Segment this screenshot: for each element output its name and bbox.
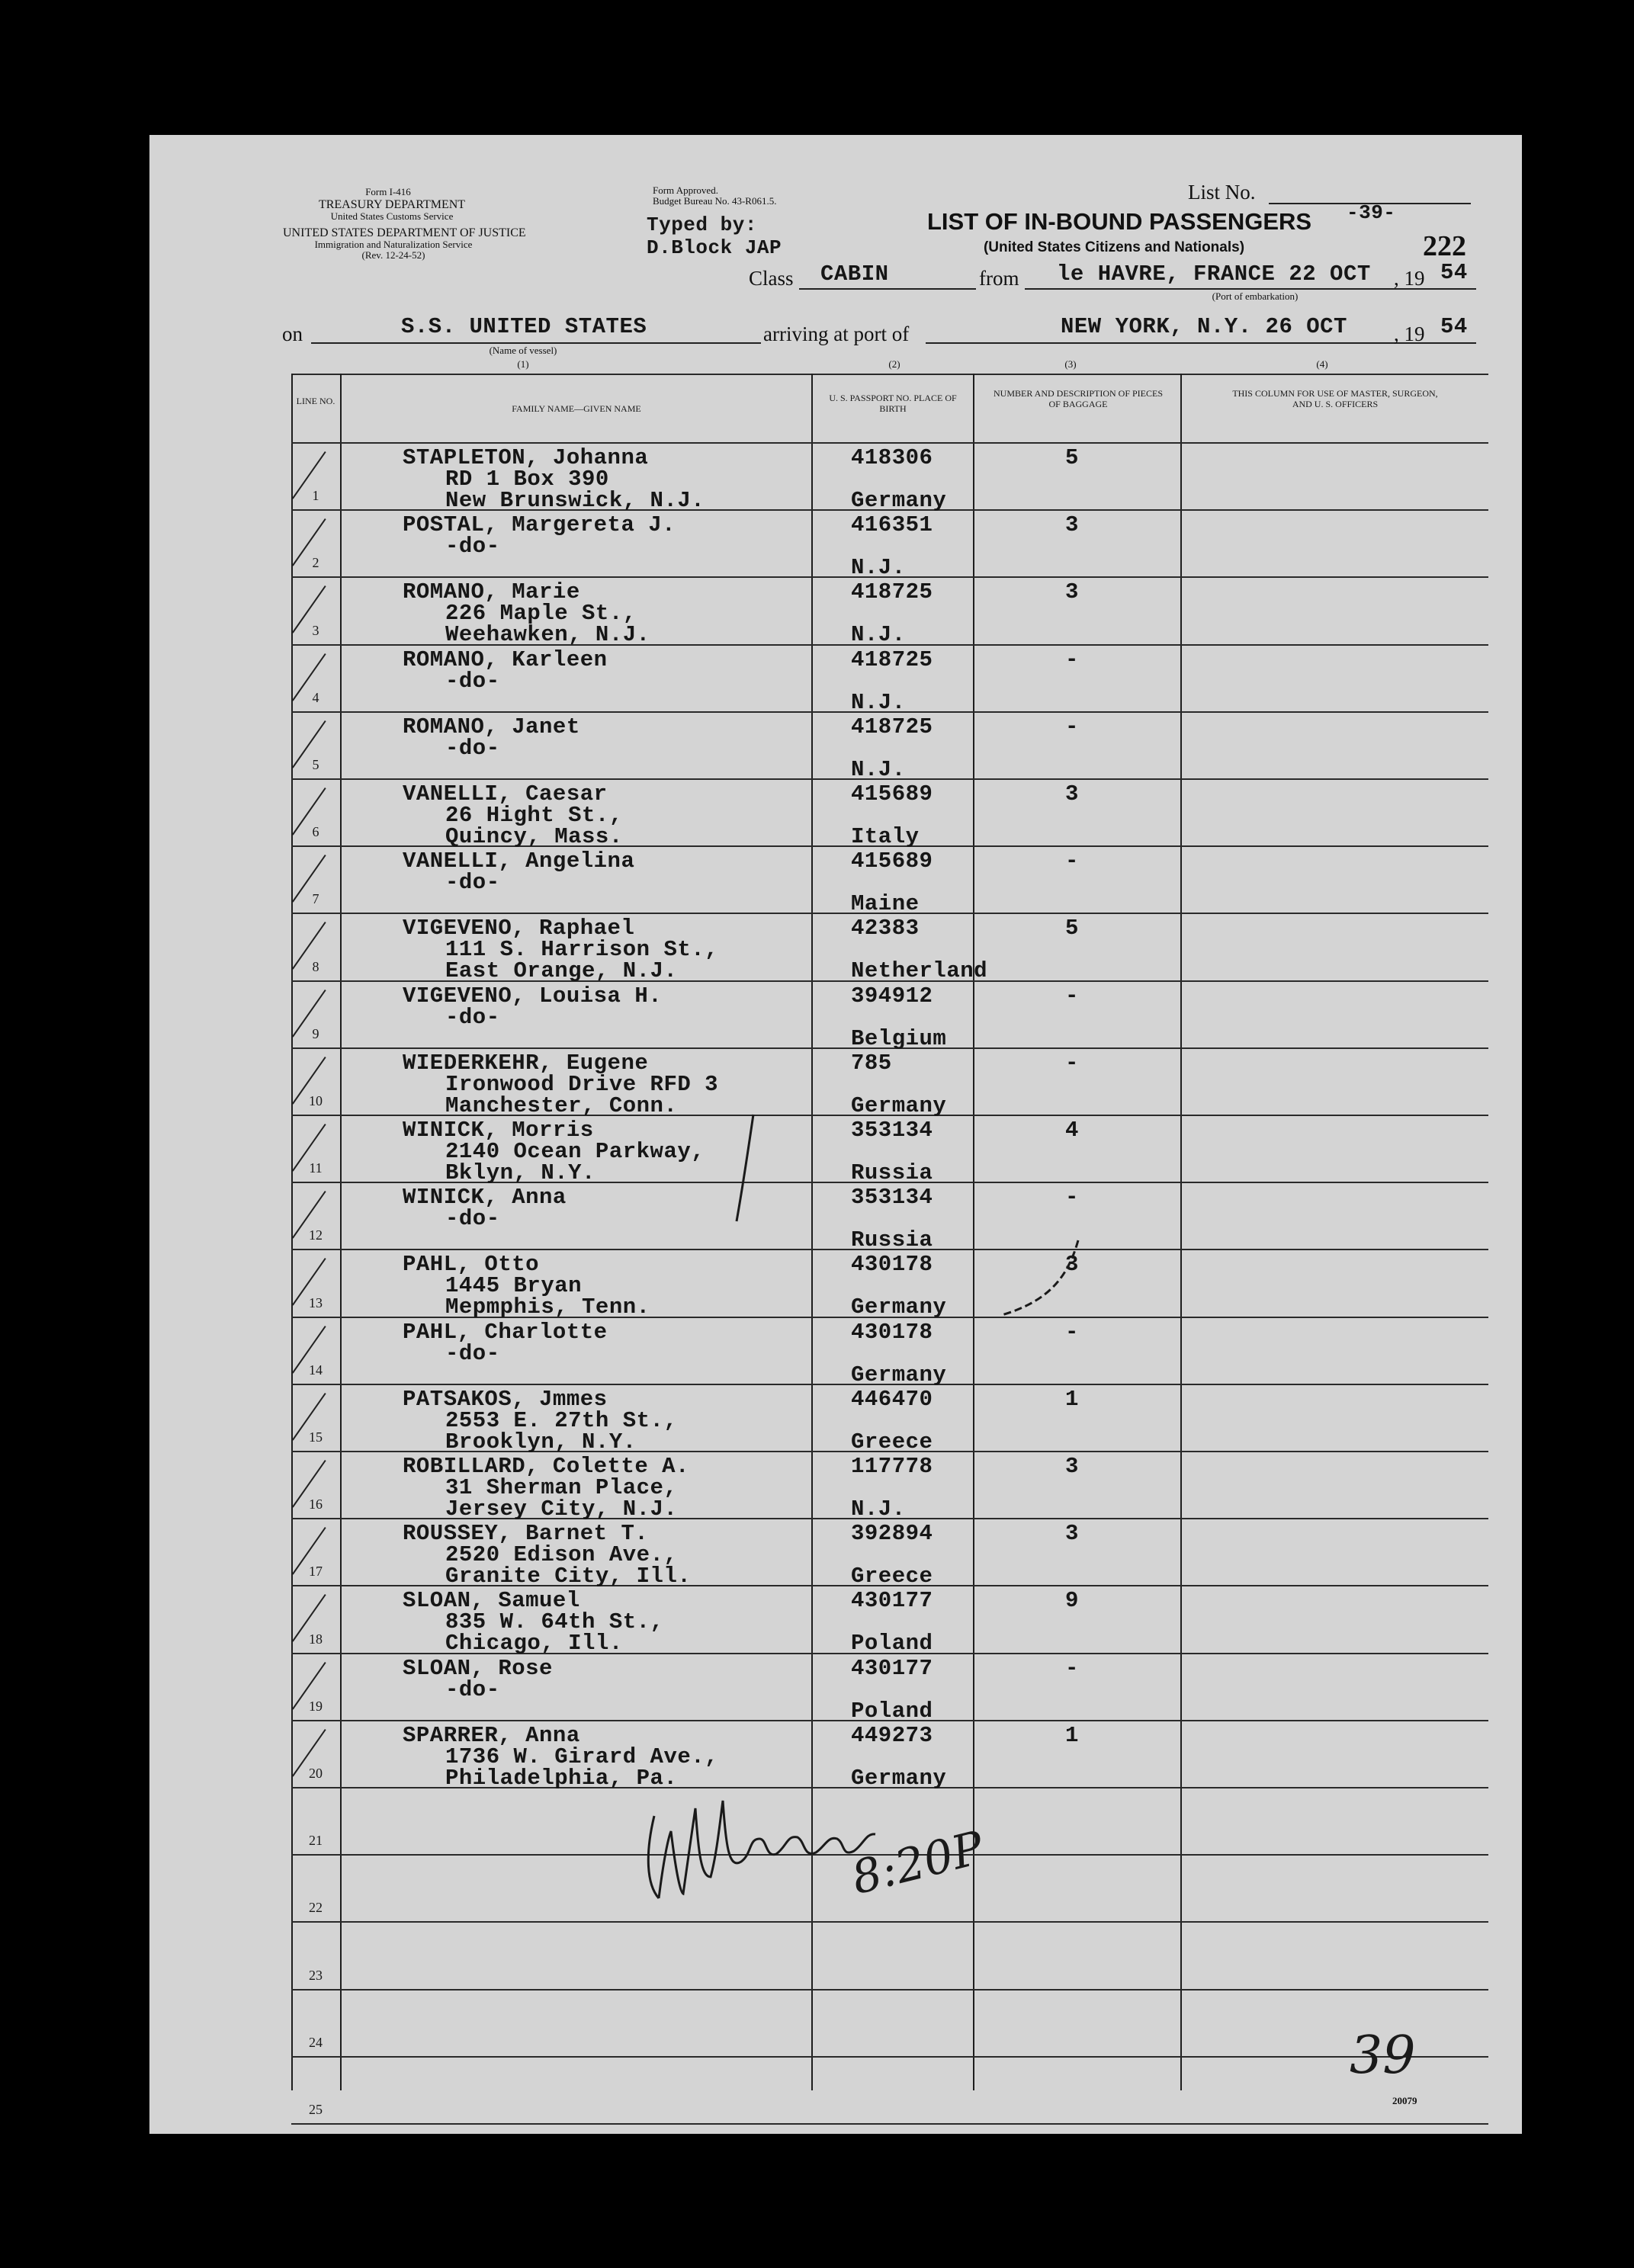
table-row bbox=[149, 780, 1522, 847]
passenger-name: PATSAKOS, Jmmes bbox=[403, 1386, 608, 1412]
table-row bbox=[149, 1116, 1522, 1183]
table-row bbox=[149, 914, 1522, 984]
embarkation-value: le HAVRE, FRANCE 22 OCT bbox=[1057, 261, 1371, 287]
line-number: 6 bbox=[312, 824, 319, 840]
passenger-list-page bbox=[149, 135, 1522, 2134]
col-header-line-no: LINE NO. bbox=[296, 396, 335, 406]
table-row bbox=[149, 646, 1522, 713]
check-mark bbox=[994, 1233, 1086, 1324]
table-row bbox=[149, 1991, 1522, 2058]
address-line-2: Chicago, Ill. bbox=[445, 1631, 623, 1657]
place-of-birth: Maine bbox=[851, 891, 920, 917]
table-row bbox=[149, 1183, 1522, 1253]
line-number: 23 bbox=[309, 1967, 323, 1983]
line-number: 19 bbox=[309, 1698, 323, 1714]
place-of-birth: Greece bbox=[851, 1429, 933, 1455]
year-prefix-2: , 19 bbox=[1394, 322, 1425, 345]
place-of-birth: Germany bbox=[851, 1362, 947, 1387]
table-row bbox=[149, 1385, 1522, 1455]
address-line-1: 835 W. 64th St., bbox=[445, 1609, 664, 1635]
vessel-caption: (Name of vessel) bbox=[489, 345, 557, 356]
address-line-2: East Orange, N.J. bbox=[445, 958, 678, 984]
passenger-name: PAHL, Charlotte bbox=[403, 1319, 608, 1345]
stamp-number: 222 bbox=[1423, 230, 1466, 262]
baggage-count: - bbox=[1065, 1185, 1079, 1211]
line-number: 2 bbox=[312, 555, 319, 571]
address-line-1: -do- bbox=[445, 1340, 500, 1366]
passport-number: 42383 bbox=[851, 916, 920, 942]
passport-number: 415689 bbox=[851, 848, 933, 874]
passport-number: 353134 bbox=[851, 1118, 933, 1143]
table-row bbox=[149, 1519, 1522, 1590]
baggage-count: 9 bbox=[1065, 1588, 1079, 1614]
passenger-name: SPARRER, Anna bbox=[403, 1722, 580, 1748]
line-number: 9 bbox=[312, 1025, 319, 1041]
address-line-1: -do- bbox=[445, 534, 500, 560]
table-row bbox=[149, 511, 1522, 581]
col2-number: (2) bbox=[888, 358, 900, 370]
line-number: 5 bbox=[312, 756, 319, 772]
table-top-border bbox=[291, 374, 1488, 375]
line-number: 15 bbox=[309, 1429, 323, 1445]
baggage-count: 3 bbox=[1065, 579, 1079, 605]
baggage-count: - bbox=[1065, 714, 1079, 739]
address-line-1: 226 Maple St., bbox=[445, 601, 637, 627]
address-line-2: Weehawken, N.J. bbox=[445, 622, 650, 648]
place-of-birth: N.J. bbox=[851, 555, 906, 581]
passport-number: 392894 bbox=[851, 1521, 933, 1547]
place-of-birth: Netherland bbox=[851, 958, 988, 984]
address-line-1: 111 S. Harrison St., bbox=[445, 937, 719, 963]
line-number: 1 bbox=[312, 488, 319, 504]
budget-bureau: Budget Bureau No. 43-R061.5. bbox=[653, 195, 777, 207]
col-header-officers: THIS COLUMN FOR USE OF MASTER, SURGEON, AND U. S. OFFICERS bbox=[1232, 388, 1438, 409]
col-header-passport: U. S. PASSPORT NO. PLACE OF BIRTH bbox=[829, 393, 957, 414]
class-value: CABIN bbox=[820, 261, 889, 287]
form-approved: Form Approved. bbox=[653, 184, 718, 196]
print-code: 20079 bbox=[1392, 2095, 1417, 2106]
passenger-name: ROMANO, Marie bbox=[403, 579, 580, 605]
address-line-1: RD 1 Box 390 bbox=[445, 467, 609, 492]
year-prefix-1: , 19 bbox=[1394, 267, 1425, 290]
line-number: 16 bbox=[309, 1496, 323, 1513]
line-number: 7 bbox=[312, 891, 319, 907]
address-line-2: Mepmphis, Tenn. bbox=[445, 1294, 650, 1320]
passenger-name: STAPLETON, Johanna bbox=[403, 445, 649, 470]
address-line-2: Jersey City, N.J. bbox=[445, 1496, 678, 1522]
place-of-birth: N.J. bbox=[851, 689, 906, 715]
baggage-count: 5 bbox=[1065, 445, 1079, 470]
place-of-birth: Greece bbox=[851, 1564, 933, 1590]
table-row bbox=[149, 2058, 1522, 2125]
justice-dept: UNITED STATES DEPARTMENT OF JUSTICE bbox=[283, 226, 526, 239]
arriving-label: arriving at port of bbox=[763, 322, 910, 345]
address-line-1: 2140 Ocean Parkway, bbox=[445, 1139, 705, 1164]
passport-number: 430177 bbox=[851, 1588, 933, 1614]
arrival-value: NEW YORK, N.Y. 26 OCT bbox=[1061, 314, 1347, 339]
baggage-count: - bbox=[1065, 983, 1079, 1009]
vessel-underline bbox=[311, 342, 761, 344]
passenger-name: ROBILLARD, Colette A. bbox=[403, 1454, 689, 1479]
place-of-birth: Germany bbox=[851, 1765, 947, 1791]
line-number: 8 bbox=[312, 958, 319, 974]
address-line-2: Manchester, Conn. bbox=[445, 1092, 678, 1118]
document-subtitle: (United States Citizens and Nationals) bbox=[983, 239, 1245, 255]
passport-number: 418725 bbox=[851, 646, 933, 672]
place-of-birth: Poland bbox=[851, 1631, 933, 1657]
row-bottom-line bbox=[291, 2123, 1488, 2125]
place-of-birth: N.J. bbox=[851, 1496, 906, 1522]
table-row bbox=[149, 444, 1522, 511]
list-no-value: -39- bbox=[1347, 201, 1396, 224]
baggage-count: 3 bbox=[1065, 1521, 1079, 1547]
line-number: 24 bbox=[309, 2034, 323, 2050]
passport-number: 418306 bbox=[851, 445, 933, 470]
passport-number: 430178 bbox=[851, 1252, 933, 1278]
revision: (Rev. 12-24-52) bbox=[361, 249, 425, 261]
passport-number: 416351 bbox=[851, 512, 933, 538]
passport-number: 449273 bbox=[851, 1722, 933, 1748]
place-of-birth: Russia bbox=[851, 1227, 933, 1253]
passport-number: 418725 bbox=[851, 714, 933, 739]
col3-number: (3) bbox=[1064, 358, 1077, 370]
address-line-1: -do- bbox=[445, 1676, 500, 1702]
address-line-1: -do- bbox=[445, 1206, 500, 1232]
ins-service: Immigration and Naturalization Service bbox=[314, 239, 473, 250]
place-of-birth: Poland bbox=[851, 1698, 933, 1724]
table-row bbox=[149, 578, 1522, 648]
baggage-count: 4 bbox=[1065, 1118, 1079, 1143]
passenger-name: ROMANO, Karleen bbox=[403, 646, 608, 672]
passport-number: 117778 bbox=[851, 1454, 933, 1479]
table-row bbox=[149, 847, 1522, 917]
line-number: 18 bbox=[309, 1631, 323, 1647]
line-number: 25 bbox=[309, 2101, 323, 2117]
table-row bbox=[149, 1452, 1522, 1522]
line-number: 4 bbox=[312, 689, 319, 705]
address-line-1: 1736 W. Girard Ave., bbox=[445, 1744, 719, 1769]
class-underline bbox=[799, 288, 976, 290]
passenger-name: ROMANO, Janet bbox=[403, 714, 580, 739]
address-line-1: 2520 Edison Ave., bbox=[445, 1542, 678, 1568]
col-header-name: FAMILY NAME—GIVEN NAME bbox=[512, 403, 641, 414]
address-line-2: Bklyn, N.Y. bbox=[445, 1160, 595, 1185]
place-of-birth: Russia bbox=[851, 1160, 933, 1185]
col-header-baggage: NUMBER AND DESCRIPTION OF PIECES OF BAGGAGE bbox=[993, 388, 1164, 409]
list-no-label: List No. bbox=[1188, 181, 1256, 204]
address-line-1: 2553 E. 27th St., bbox=[445, 1407, 678, 1433]
passenger-name: VIGEVENO, Raphael bbox=[403, 916, 635, 942]
line-number: 22 bbox=[309, 1900, 323, 1916]
place-of-birth: N.J. bbox=[851, 756, 906, 782]
baggage-count: - bbox=[1065, 848, 1079, 874]
table-row bbox=[149, 1318, 1522, 1385]
baggage-count: - bbox=[1065, 646, 1079, 672]
baggage-count: - bbox=[1065, 1319, 1079, 1345]
document-title: LIST OF IN-BOUND PASSENGERS bbox=[927, 208, 1312, 235]
baggage-count: 3 bbox=[1065, 1454, 1079, 1479]
passenger-name: PAHL, Otto bbox=[403, 1252, 540, 1278]
address-line-1: -do- bbox=[445, 1004, 500, 1030]
passport-number: 418725 bbox=[851, 579, 933, 605]
on-label: on bbox=[282, 322, 303, 345]
baggage-count: - bbox=[1065, 1050, 1079, 1076]
line-number: 11 bbox=[309, 1160, 323, 1176]
passenger-name: VANELLI, Caesar bbox=[403, 781, 608, 807]
passenger-name: VIGEVENO, Louisa H. bbox=[403, 983, 663, 1009]
baggage-count: 1 bbox=[1065, 1722, 1079, 1748]
passport-number: 430178 bbox=[851, 1319, 933, 1345]
address-line-1: -do- bbox=[445, 668, 500, 694]
table-row bbox=[149, 1654, 1522, 1724]
passport-number: 353134 bbox=[851, 1185, 933, 1211]
place-of-birth: Germany bbox=[851, 1092, 947, 1118]
address-line-1: -do- bbox=[445, 870, 500, 896]
place-of-birth: Belgium bbox=[851, 1025, 947, 1051]
passenger-name: SLOAN, Rose bbox=[403, 1655, 553, 1681]
table-row bbox=[149, 982, 1522, 1049]
col4-number: (4) bbox=[1316, 358, 1328, 370]
passport-number: 430177 bbox=[851, 1655, 933, 1681]
handwritten-page-number: 39 bbox=[1350, 2026, 1416, 2086]
address-line-2: Quincy, Mass. bbox=[445, 824, 623, 849]
table-row bbox=[149, 1923, 1522, 1990]
year-1: 54 bbox=[1440, 260, 1468, 285]
table-row bbox=[149, 713, 1522, 780]
passenger-name: WINICK, Anna bbox=[403, 1185, 567, 1211]
place-of-birth: Germany bbox=[851, 488, 947, 513]
passenger-name: POSTAL, Margereta J. bbox=[403, 512, 676, 538]
passenger-name: VANELLI, Angelina bbox=[403, 848, 635, 874]
address-line-2: Philadelphia, Pa. bbox=[445, 1765, 678, 1791]
passport-number: 415689 bbox=[851, 781, 933, 807]
line-number: 20 bbox=[309, 1765, 323, 1781]
passenger-name: WINICK, Morris bbox=[403, 1118, 594, 1143]
baggage-count: 3 bbox=[1065, 512, 1079, 538]
address-line-1: -do- bbox=[445, 735, 500, 761]
address-line-1: 1445 Bryan bbox=[445, 1273, 583, 1299]
check-mark bbox=[730, 1111, 761, 1225]
baggage-count: 3 bbox=[1065, 781, 1079, 807]
place-of-birth: Germany bbox=[851, 1294, 947, 1320]
baggage-count: 1 bbox=[1065, 1386, 1079, 1412]
typed-by-value: D.Block JAP bbox=[647, 236, 782, 259]
table-row bbox=[149, 1250, 1522, 1320]
line-number: 13 bbox=[309, 1294, 323, 1310]
table-row bbox=[149, 1586, 1522, 1657]
handwritten-time: 8:20P bbox=[846, 1820, 989, 1906]
address-line-1: 31 Sherman Place, bbox=[445, 1475, 678, 1500]
port-embarkation-caption: (Port of embarkation) bbox=[1212, 290, 1299, 302]
baggage-count: 5 bbox=[1065, 916, 1079, 942]
address-line-2: Granite City, Ill. bbox=[445, 1564, 692, 1590]
passenger-name: SLOAN, Samuel bbox=[403, 1588, 580, 1614]
year-2: 54 bbox=[1440, 314, 1468, 339]
vessel-name: S.S. UNITED STATES bbox=[401, 314, 647, 339]
place-of-birth: Italy bbox=[851, 824, 920, 849]
table-row bbox=[149, 1049, 1522, 1116]
col1-number: (1) bbox=[517, 358, 529, 370]
address-line-1: 26 Hight St., bbox=[445, 803, 623, 828]
baggage-count: 3 bbox=[1065, 1252, 1079, 1278]
line-number: 10 bbox=[309, 1092, 323, 1108]
address-line-2: Brooklyn, N.Y. bbox=[445, 1429, 637, 1455]
passport-number: 446470 bbox=[851, 1386, 933, 1412]
line-number: 17 bbox=[309, 1564, 323, 1580]
passenger-name: WIEDERKEHR, Eugene bbox=[403, 1050, 649, 1076]
form-number: Form I-416 bbox=[365, 186, 411, 197]
passport-number: 785 bbox=[851, 1050, 892, 1076]
address-line-2: New Brunswick, N.J. bbox=[445, 488, 705, 513]
place-of-birth: N.J. bbox=[851, 622, 906, 648]
address-line-1: Ironwood Drive RFD 3 bbox=[445, 1071, 719, 1097]
passenger-name: ROUSSEY, Barnet T. bbox=[403, 1521, 649, 1547]
passport-number: 394912 bbox=[851, 983, 933, 1009]
typed-by-label: Typed by: bbox=[647, 213, 757, 236]
line-number: 14 bbox=[309, 1362, 323, 1378]
from-label: from bbox=[979, 267, 1019, 290]
customs-service: United States Customs Service bbox=[330, 210, 454, 222]
treasury-dept: TREASURY DEPARTMENT bbox=[318, 198, 466, 211]
line-number: 12 bbox=[309, 1227, 323, 1243]
class-label: Class bbox=[749, 267, 794, 290]
line-number: 21 bbox=[309, 1833, 323, 1849]
baggage-count: - bbox=[1065, 1655, 1079, 1681]
line-number: 3 bbox=[312, 622, 319, 638]
